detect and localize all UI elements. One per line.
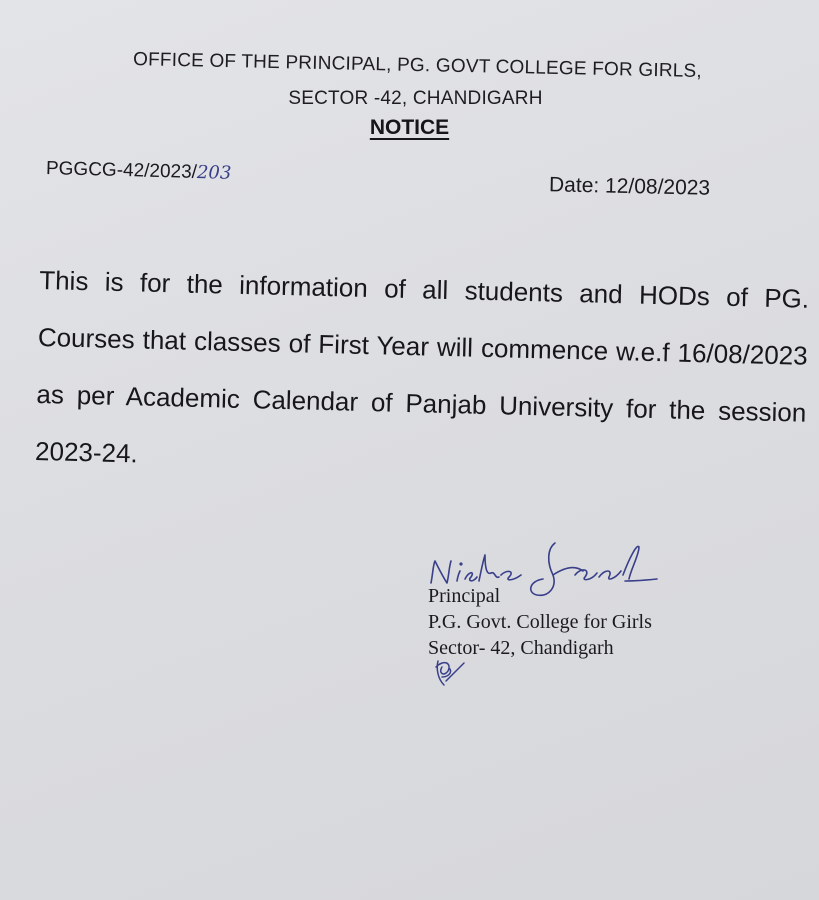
office-header-line-2: SECTOR -42, CHANDIGARH [288,88,543,109]
initials-mark-icon [430,655,470,691]
office-header-line-1: OFFICE OF THE PRINCIPAL, PG. GOVT COLLEGE FOR GIRLS, [132,49,703,82]
signatory-address: Sector- 42, Chandigarh [428,637,614,659]
notice-title: NOTICE [369,116,450,139]
reference-prefix: PGGCG-42/2023/ [45,158,198,183]
reference-handwritten-number: 203 [196,161,232,184]
signatory-designation: Principal [428,585,501,607]
reference-number [46,158,232,185]
notice-body: This is for the information of all students and HODs of PG. Courses that classes of First Year will commence w.e.f 16/08/2023 as per Academic Calendar of Panjab University for the session 2023-24. [34,264,810,469]
signatory-block [428,583,652,661]
signatory-institution: P.G. Govt. College for Girls [428,611,652,633]
notice-date: Date: 12/08/2023 [548,173,711,200]
